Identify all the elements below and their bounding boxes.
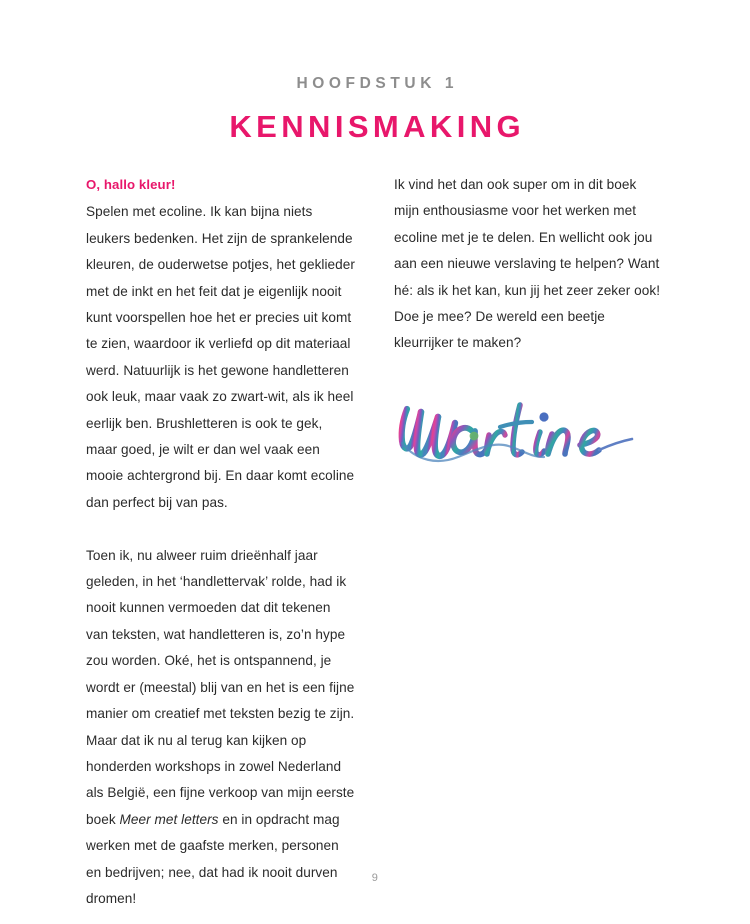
body-columns bbox=[86, 172, 664, 912]
chapter-heading-block bbox=[0, 76, 750, 142]
left-paragraph-2 bbox=[86, 543, 356, 913]
left-paragraph-2-text-b: en in opdracht mag werken met de gaafste merken, personen en bedrijven; nee, dat had ik nooit durven dromen! bbox=[86, 811, 340, 906]
section-kicker: O, hallo kleur! bbox=[86, 177, 176, 192]
page-title: KENNISMAKING bbox=[229, 108, 526, 144]
left-paragraph-2-text-a: Toen ik, nu alweer ruim drieënhalf jaar geleden, in het ‘handlettervak’ rolde, had ik nooit kunnen vermoeden dat dit tekenen van teksten, wat handletteren is, zo’n hype zou worden. Oké, het is ontspannend, je wordt er (meestal) blij van en het is een fijne manier om creatief met teksten bezig te zijn. Maar dat ik nu al terug kan kijken op honderden workshops in zowel Nederland als België, een fijne verkoop van mijn eerste boek bbox=[86, 547, 355, 827]
left-paragraph-1: Spelen met ecoline. Ik kan bijna niets leukers bedenken. Het zijn de sprankelende kleuren, de ouderwetse potjes, het geklieder met de inkt en het feit dat je eigenlijk nooit kunt voorspellen hoe het er precies uit komt te zien, waardoor ik verliefd op dit materiaal werd. Natuurlijk is het gewone handletteren ook leuk, maar vaak zo zwart-wit, als ik heel eerlijk ben. Brushletteren is ook te gek, maar goed, je wilt er dan wel vaak een mooie achtergrond bij. En daar komt ecoline dan perfect bij van pas. bbox=[86, 204, 355, 510]
chapter-eyebrow: HOOFDSTUK 1 bbox=[296, 75, 459, 92]
right-paragraph-1: Ik vind het dan ook super om in dit boek mijn enthousiasme voor het werken met ecoline met je te delen. En wellicht ook jou aan een nieuwe verslaving te helpen? Want hé: als ik het kan, kun jij het zeer zeker ook! Doe je mee? De wereld een beetje kleurrijker te maken? bbox=[394, 177, 661, 351]
signature-green-accent-icon bbox=[470, 431, 479, 440]
book-title-citation: Meer met letters bbox=[119, 811, 219, 827]
left-column bbox=[86, 172, 356, 912]
signature-artwork-icon bbox=[394, 387, 658, 479]
signature-martine bbox=[394, 387, 664, 479]
right-column bbox=[394, 172, 664, 479]
page-number: 9 bbox=[371, 872, 379, 884]
